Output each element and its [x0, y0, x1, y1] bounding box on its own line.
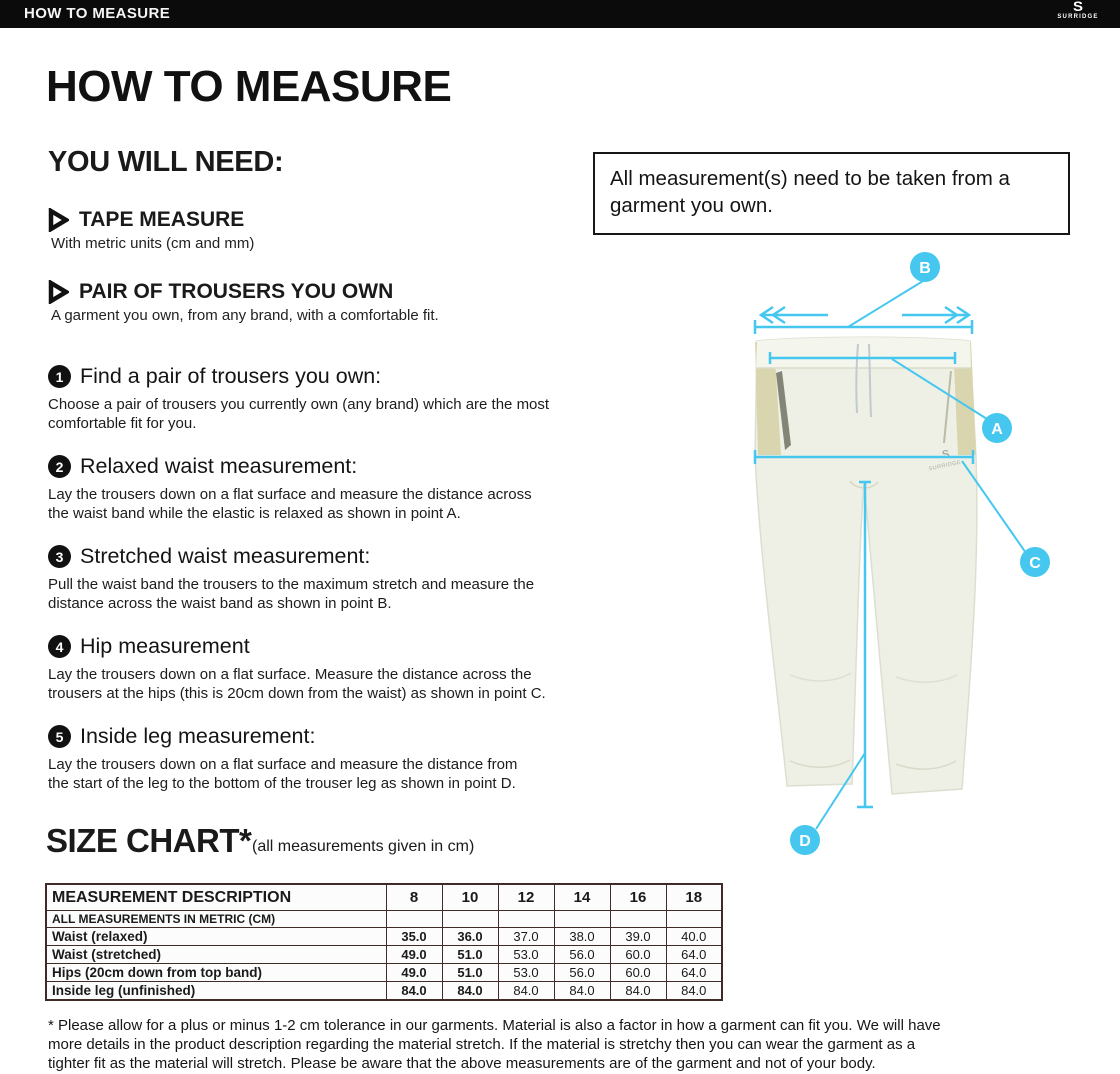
table-row — [46, 982, 722, 1001]
surridge-logo-icon: S — [1072, 0, 1083, 15]
step-number-badge: 3 — [48, 545, 71, 568]
step-body-line: Choose a pair of trousers you currently own (any brand) which are the most — [48, 396, 550, 413]
svg-text:A: A — [991, 421, 1003, 438]
label-circle-a — [982, 413, 1012, 443]
step-body-line: Lay the trousers down on a flat surface. Measure the distance across the — [48, 666, 532, 683]
label-circle-b — [910, 252, 940, 282]
footnote-line: more details in the product description regarding the material stretch. If the material is stretchy then you can wear the garment as a — [48, 1036, 916, 1053]
step-1 — [48, 364, 549, 433]
step-body-line: distance across the waist band as shown in point B. — [48, 595, 392, 612]
svg-text:S: S — [940, 448, 951, 462]
cell-value: 84.0 — [610, 982, 666, 1001]
note-box-line: All measurement(s) need to be taken from a — [610, 167, 1010, 190]
svg-text:SURRIDGE: SURRIDGE — [928, 459, 962, 473]
svg-text:B: B — [919, 260, 931, 277]
svg-text:D: D — [799, 833, 811, 850]
step-number-badge: 1 — [48, 365, 71, 388]
need-item-desc: With metric units (cm and mm) — [51, 235, 255, 252]
label-circle-d — [790, 825, 820, 855]
step-body — [48, 395, 549, 433]
step-title: Stretched waist measurement: — [80, 544, 371, 568]
table-row — [46, 946, 722, 964]
step-body-line: trousers at the hips (this is 20cm down from the waist) as shown in point C. — [48, 685, 546, 702]
footnote-line: * Please allow for a plus or minus 1-2 cm tolerance in our garments. Material is also a factor in how a garment can fit you. We will have — [48, 1017, 941, 1034]
step-title: Hip measurement — [80, 634, 250, 658]
stretch-arrow-right — [902, 307, 969, 323]
metric-label: ALL MEASUREMENTS IN METRIC (CM) — [46, 911, 386, 928]
cell-value: 84.0 — [386, 982, 442, 1001]
cell-value: 38.0 — [554, 928, 610, 946]
cell-value: 37.0 — [498, 928, 554, 946]
step-2 — [48, 454, 532, 523]
cell-value: 56.0 — [554, 946, 610, 964]
step-body-line: the start of the leg to the bottom of the trouser leg as shown in point D. — [48, 775, 516, 792]
cell-value: 40.0 — [666, 928, 722, 946]
cell-value: 60.0 — [610, 964, 666, 982]
cell-value: 49.0 — [386, 964, 442, 982]
cell-value: 49.0 — [386, 946, 442, 964]
cell-value: 64.0 — [666, 946, 722, 964]
cell-value: 56.0 — [554, 964, 610, 982]
play-triangle-icon — [48, 208, 69, 232]
step-body — [48, 665, 546, 703]
table-header-row — [46, 884, 722, 911]
cell-value: 84.0 — [442, 982, 498, 1001]
surridge-logo-text: SURRIDGE — [1057, 14, 1099, 20]
cell-value: 51.0 — [442, 964, 498, 982]
svg-text:C: C — [1029, 555, 1041, 572]
step-number-badge: 4 — [48, 635, 71, 658]
cell-value: 64.0 — [666, 964, 722, 982]
column-header: 10 — [442, 884, 498, 911]
need-item-label: PAIR OF TROUSERS YOU OWN — [79, 280, 394, 303]
step-body — [48, 575, 534, 613]
step-title: Find a pair of trousers you own: — [80, 364, 382, 388]
cell-value: 39.0 — [610, 928, 666, 946]
table-row — [46, 928, 722, 946]
need-item-label: TAPE MEASURE — [79, 208, 245, 231]
cell-value: 60.0 — [610, 946, 666, 964]
column-header: 8 — [386, 884, 442, 911]
cell-value: 36.0 — [442, 928, 498, 946]
column-header: 12 — [498, 884, 554, 911]
label-circle-c — [1020, 547, 1050, 577]
size-chart-table — [45, 883, 723, 1001]
footnote-line: tighter fit as the material will stretch. Please be aware that the above measurements are of the garment and not of your body. — [48, 1055, 876, 1072]
table-row — [46, 964, 722, 982]
step-3 — [48, 544, 534, 613]
column-header: 14 — [554, 884, 610, 911]
need-item-desc: A garment you own, from any brand, with a comfortable fit. — [51, 307, 439, 324]
cell-value: 84.0 — [666, 982, 722, 1001]
step-body-line: the waist band while the elastic is relaxed as shown in point A. — [48, 505, 461, 522]
stretch-arrow-left — [761, 307, 828, 323]
step-body-line: Lay the trousers down on a flat surface and measure the distance from — [48, 756, 518, 773]
step-body-line: comfortable fit for you. — [48, 415, 197, 432]
you-will-need-heading: YOU WILL NEED: — [48, 146, 284, 178]
top-bar — [0, 0, 1120, 28]
size-chart-heading: SIZE CHART* — [46, 822, 252, 859]
play-triangle-icon — [48, 280, 69, 304]
step-body — [48, 755, 517, 793]
step-4 — [48, 634, 546, 703]
page-title: HOW TO MEASURE — [46, 62, 452, 111]
top-bar-title: HOW TO MEASURE — [24, 5, 171, 22]
row-label: Waist (relaxed) — [46, 928, 386, 946]
step-title: Relaxed waist measurement: — [80, 454, 358, 478]
step-title: Inside leg measurement: — [80, 724, 316, 748]
cell-value: 53.0 — [498, 964, 554, 982]
need-item-trousers — [48, 280, 439, 324]
column-header: MEASUREMENT DESCRIPTION — [46, 884, 386, 911]
surridge-logo — [1052, 0, 1104, 26]
cell-value: 35.0 — [386, 928, 442, 946]
step-body-line: Pull the waist band the trousers to the maximum stretch and measure the — [48, 576, 535, 593]
trousers-measurement-diagram — [730, 245, 1120, 860]
row-label: Hips (20cm down from top band) — [46, 964, 386, 982]
need-item-tape-measure — [48, 208, 254, 252]
size-chart-subheading: (all measurements given in cm) — [252, 838, 475, 855]
note-box — [593, 152, 1070, 235]
step-number-badge: 5 — [48, 725, 71, 748]
column-header: 18 — [666, 884, 722, 911]
row-label: Waist (stretched) — [46, 946, 386, 964]
cell-value: 84.0 — [498, 982, 554, 1001]
measure-line-b — [755, 281, 972, 334]
footnote — [48, 1016, 941, 1073]
step-body-line: Lay the trousers down on a flat surface and measure the distance across — [48, 486, 532, 503]
column-header: 16 — [610, 884, 666, 911]
cell-value: 53.0 — [498, 946, 554, 964]
table-metric-row — [46, 911, 722, 928]
step-body — [48, 485, 532, 523]
step-number-badge: 2 — [48, 455, 71, 478]
cell-value: 51.0 — [442, 946, 498, 964]
cell-value: 84.0 — [554, 982, 610, 1001]
row-label: Inside leg (unfinished) — [46, 982, 386, 1001]
note-box-line: garment you own. — [610, 194, 773, 217]
step-5 — [48, 724, 517, 793]
